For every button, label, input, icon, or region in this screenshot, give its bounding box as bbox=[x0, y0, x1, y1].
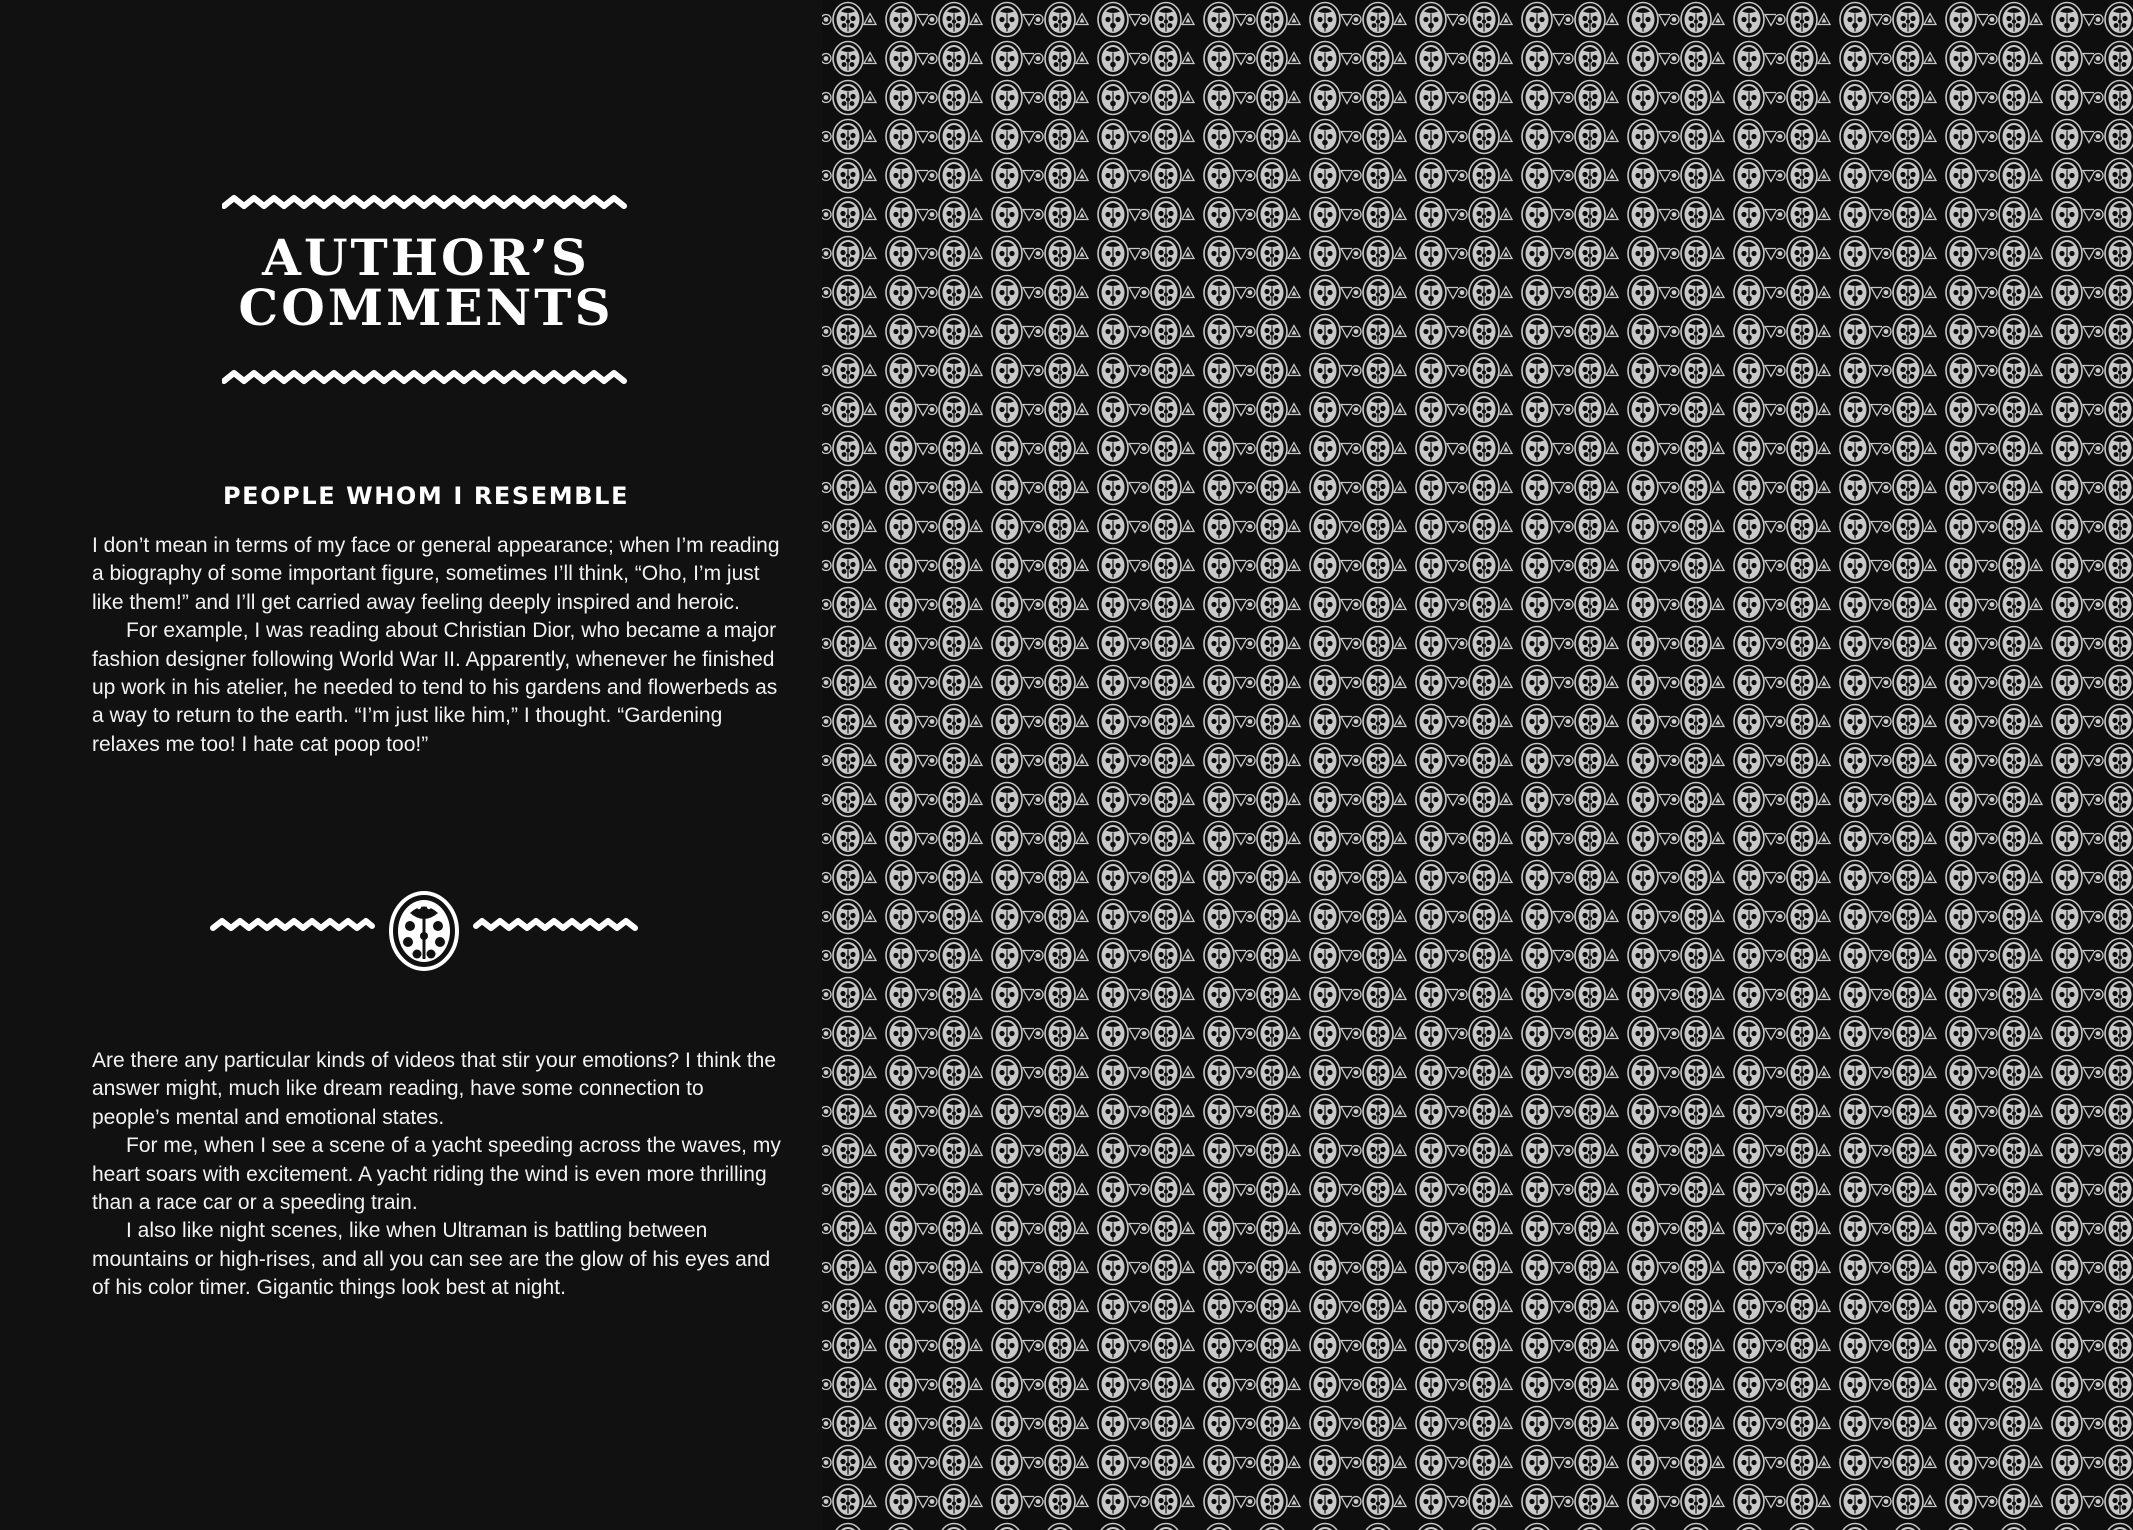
ladybug-pattern-background bbox=[822, 0, 2133, 1530]
divider-zigzag-left bbox=[213, 921, 372, 928]
section-2-paragraph: I also like night scenes, like when Ultraman is battling between mountains or high-rises, and all you can see are the glow of his eyes and of his color timer. Gigantic things look best at night. bbox=[92, 1219, 771, 1300]
section-2-paragraph: Are there any particular kinds of videos that stir your emotions? I think the answer might, much like dream reading, have some connection to people’s mental and emotional states. bbox=[92, 1049, 777, 1129]
section-heading: PEOPLE WHOM I RESEMBLE bbox=[222, 482, 630, 510]
left-page bbox=[0, 0, 822, 1530]
divider-zigzag-right bbox=[476, 921, 635, 928]
zigzag-ornament-bottom bbox=[222, 366, 628, 388]
title-line-2: COMMENTS bbox=[238, 278, 614, 337]
zigzag-ornament-top bbox=[222, 191, 628, 213]
pattern-page bbox=[822, 0, 2133, 1530]
page-title bbox=[150, 228, 702, 337]
ornament-divider bbox=[210, 886, 640, 976]
title-line-1: AUTHOR’S bbox=[262, 228, 590, 287]
ladybug-emblem-icon bbox=[391, 893, 457, 969]
section-2-body bbox=[92, 1047, 782, 1303]
section-1-paragraph: I don’t mean in terms of my face or general appearance; when I’m reading a biography of some important figure, sometimes I’ll think, “Oho, I’m just like them!” and I’ll get carried away feeling deeply inspired and heroic. bbox=[92, 534, 780, 614]
section-2-paragraph: For me, when I see a scene of a yacht speeding across the waves, my heart soars with excitement. A yacht riding the wind is even more thrilling than a race car or a speeding train. bbox=[92, 1134, 781, 1215]
section-1-paragraph: For example, I was reading about Christian Dior, who became a major fashion designer following World War II. Apparently, whenever he finished up work in his atelier, he needed to tend to his gardens and flowerbeds as a way to return to the earth. “I’m just like him,” I thought. “Gardening relaxes me too! I hate cat poop too!” bbox=[92, 619, 778, 756]
section-1-body bbox=[92, 532, 782, 759]
